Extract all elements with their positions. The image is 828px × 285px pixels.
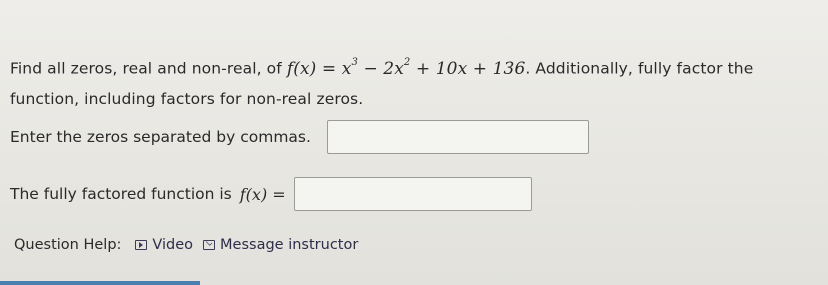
factored-row — [10, 174, 532, 214]
question-lead: Find all zeros, real and non-real, of — [10, 59, 282, 78]
video-icon — [135, 240, 147, 250]
message-instructor-label: Message instructor — [220, 237, 359, 253]
question-text — [10, 50, 820, 114]
factored-prompt: The fully factored function is — [10, 185, 232, 203]
question-tail: . Additionally, fully factor the function, including factors for non-real zeros. — [10, 59, 754, 108]
factored-answer-input[interactable] — [294, 177, 532, 211]
zeros-prompt: Enter the zeros separated by commas. — [10, 128, 311, 146]
zeros-row — [10, 118, 589, 156]
video-link[interactable] — [135, 237, 193, 253]
function-expression: $f(x) = x^3 - 2x^2 + 10x + 136$ — [286, 57, 526, 79]
question-help — [14, 237, 368, 253]
mail-icon — [203, 240, 215, 250]
factored-lhs: f(x) = — [239, 184, 286, 204]
question-help-label: Question Help: — [14, 237, 122, 253]
message-instructor-link[interactable] — [203, 237, 358, 253]
video-label: Video — [152, 237, 194, 253]
bottom-accent-bar — [0, 281, 200, 285]
zeros-answer-input[interactable] — [327, 120, 589, 154]
